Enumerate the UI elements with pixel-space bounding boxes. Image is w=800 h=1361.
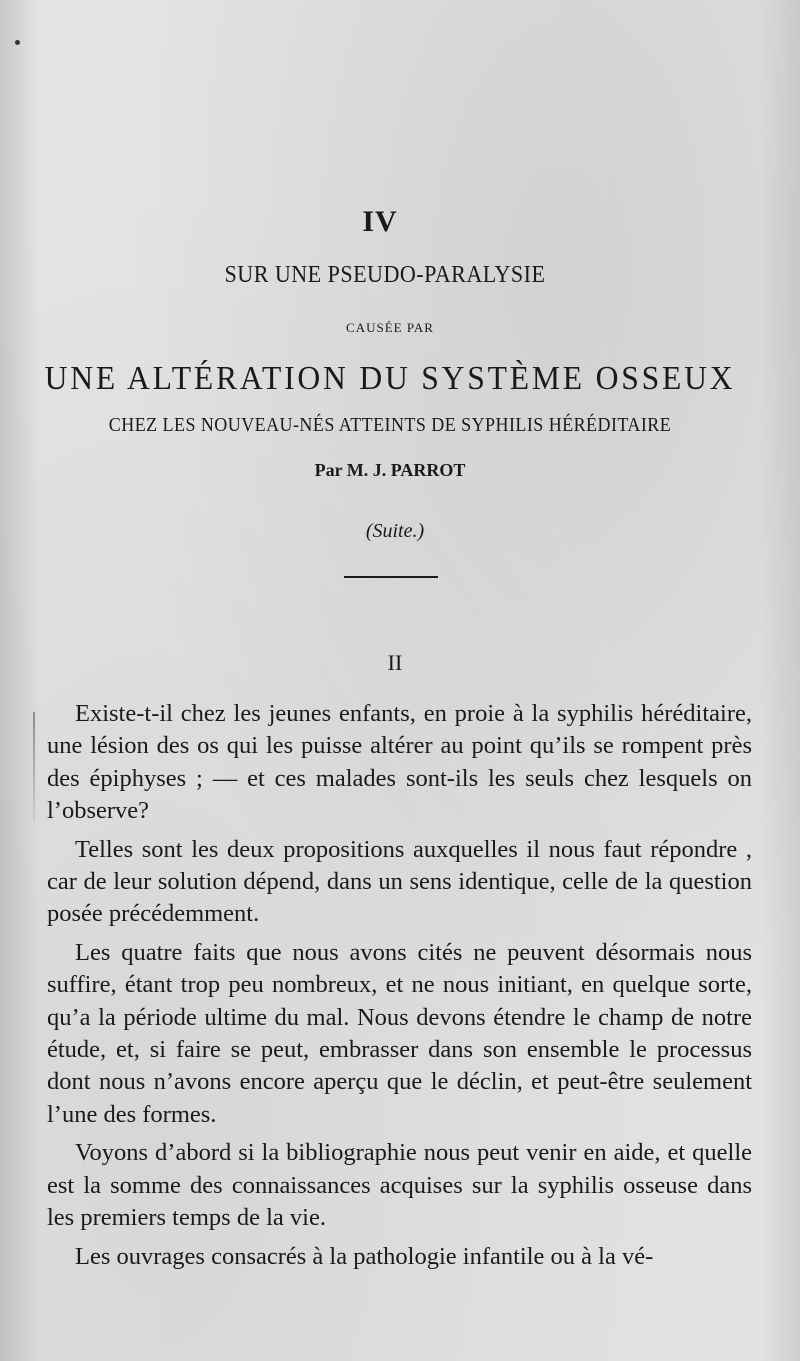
separator-rule	[344, 576, 438, 578]
paragraph: Existe-t-il chez les jeunes enfants, en proie à la syphilis héréditaire, une lésion des os qui les puisse altérer au point qu’ils se rompent près des épiphyses ; — et ces malades sont-ils les seuls chez lesquels on l’observe?	[47, 700, 752, 825]
paragraph: Les ouvrages consacrés à la pathologie infantile ou à la vé-	[75, 1242, 654, 1270]
section-number: II	[387, 650, 403, 675]
body-text	[47, 698, 752, 1273]
ink-spot	[15, 40, 20, 45]
continuation-note: (Suite.)	[365, 520, 425, 542]
paragraph: Voyons d’abord si la bibliographie nous peut venir en aide, et quelle est la somme des connaissances acquises sur la syphilis osseuse dans les premiers temps de la vie.	[47, 1139, 752, 1232]
title-line-3: CHEZ LES NOUVEAU-NÉS ATTEINTS DE SYPHILIS HÉRÉDITAIRE	[108, 414, 672, 436]
author-byline: Par M. J. PARROT	[314, 460, 466, 480]
title-line-1: SUR UNE PSEUDO-PARALYSIE	[224, 262, 546, 288]
title-connector: CAUSÉE PAR	[346, 320, 434, 335]
margin-pencil-mark	[33, 712, 35, 822]
chapter-number: IV	[362, 205, 398, 238]
paragraph: Les quatre faits que nous avons cités ne peuvent désormais nous suffire, étant trop peu nombreux, et ne nous initiant, en quelque sorte, qu’a la période ultime du mal. Nous devons étendre le champ de notre étude, et, si faire se peut, embrasser dans son ensemble le processus dont nous n’avons encore aperçu que le déclin, et peut-être seulement l’une des formes.	[47, 938, 752, 1128]
paragraph: Telles sont les deux propositions auxquelles il nous faut répondre , car de leur solution dépend, dans un sens identique, celle de la question posée précédemment.	[47, 835, 752, 928]
title-line-2: UNE ALTÉRATION DU SYSTÈME OSSEUX	[44, 360, 736, 397]
